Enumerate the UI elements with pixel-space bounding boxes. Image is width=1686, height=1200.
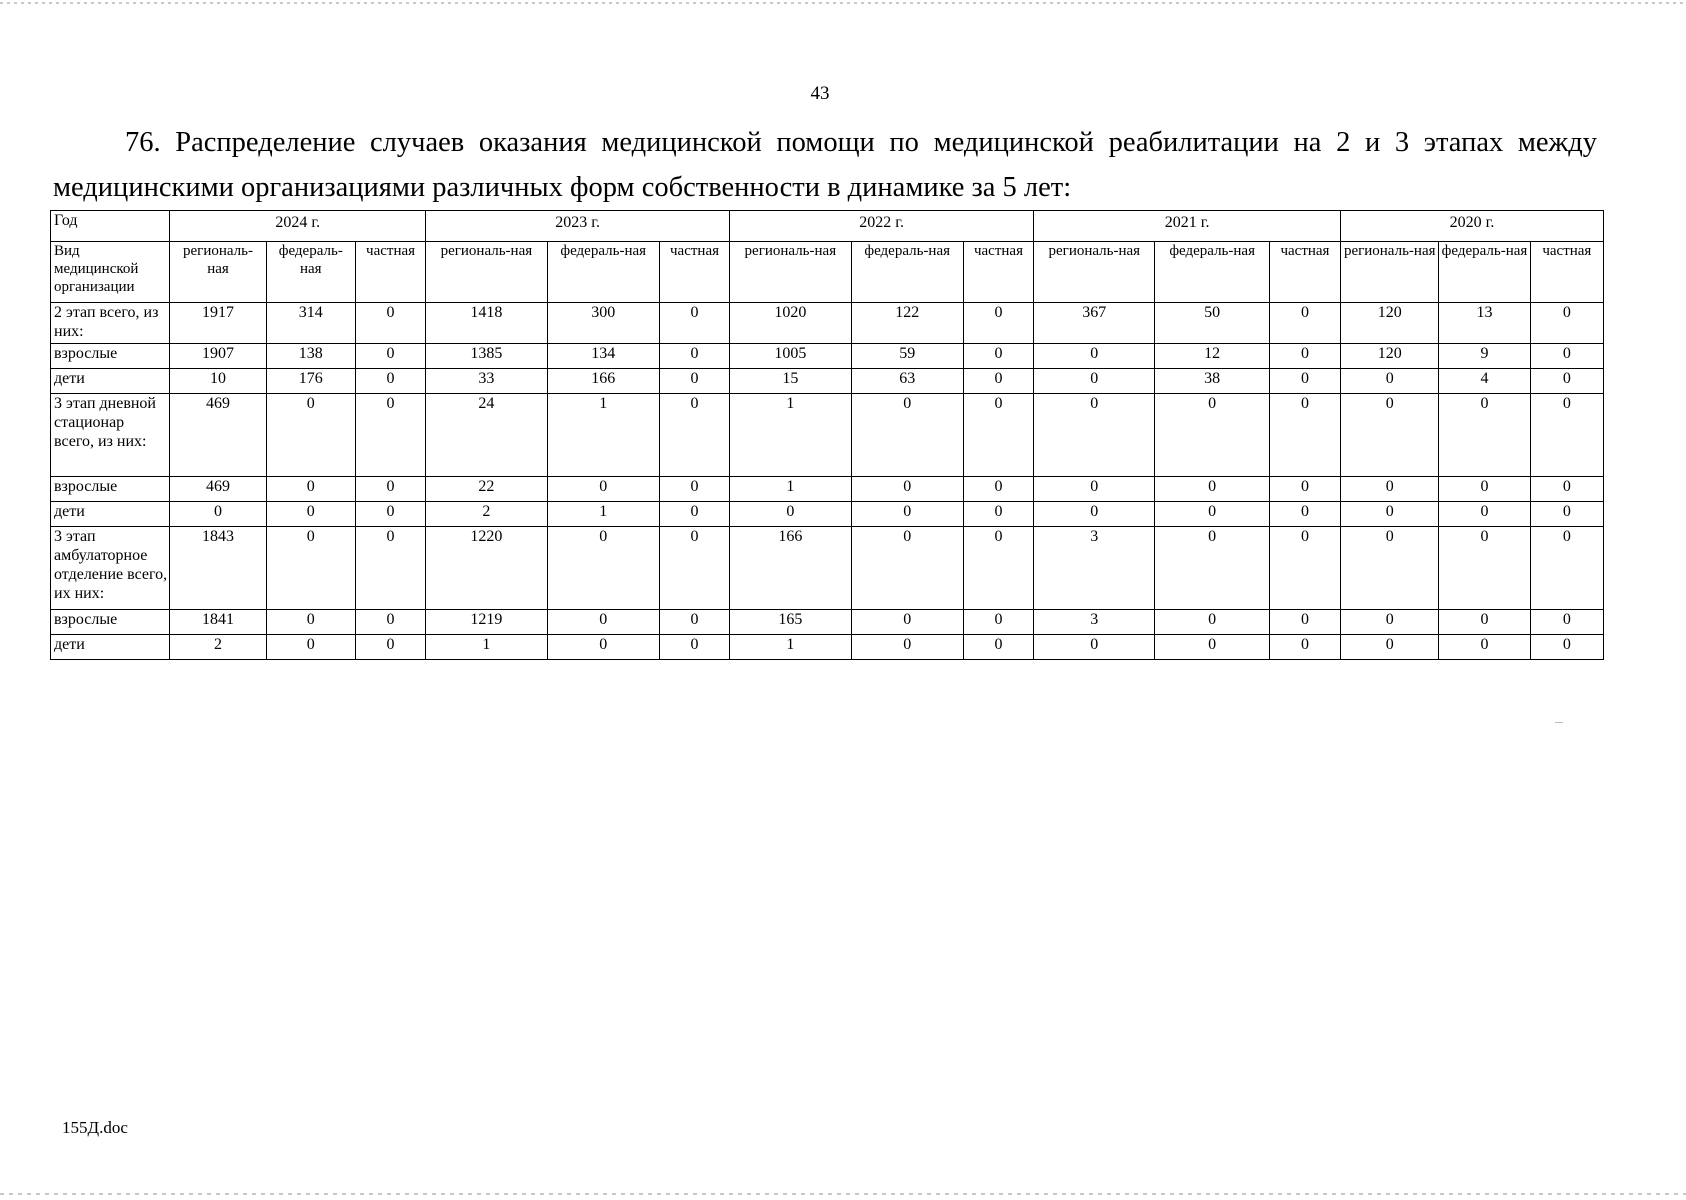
table-cell: 0: [1155, 610, 1269, 635]
table-cell: 1418: [426, 303, 547, 344]
row-label: 3 этап амбулаторное отделение всего, их них:: [51, 527, 170, 610]
table-cell: 3: [1034, 610, 1155, 635]
table-cell: 3: [1034, 527, 1155, 610]
table-cell: 0: [1155, 635, 1269, 660]
table-cell: 1907: [170, 344, 266, 369]
table-cell: 0: [659, 502, 729, 527]
table-cell: 0: [1034, 635, 1155, 660]
table-cell: 0: [963, 394, 1033, 477]
table-cell: 0: [355, 502, 425, 527]
table-cell: 0: [355, 303, 425, 344]
table-cell: 122: [851, 303, 963, 344]
table-cell: 38: [1155, 369, 1269, 394]
table-cell: 0: [1269, 635, 1340, 660]
table-cell: 1: [426, 635, 547, 660]
scan-speck: [1555, 722, 1563, 723]
table-cell: 469: [170, 394, 266, 477]
table-cell: 300: [547, 303, 659, 344]
table-cell: 0: [659, 344, 729, 369]
table-cell: 1020: [730, 303, 851, 344]
table-row: [51, 502, 1604, 527]
table-cell: 0: [355, 477, 425, 502]
table-cell: 9: [1439, 344, 1530, 369]
table-cell: 0: [1341, 610, 1439, 635]
table-cell: 0: [659, 369, 729, 394]
table-cell: 0: [355, 344, 425, 369]
table-cell: 1219: [426, 610, 547, 635]
table-cell: 0: [1439, 635, 1530, 660]
table-cell: 63: [851, 369, 963, 394]
table-cell: 2: [170, 635, 266, 660]
table-cell: 0: [266, 394, 355, 477]
table-cell: 0: [1034, 369, 1155, 394]
table-cell: 0: [355, 610, 425, 635]
table-cell: 0: [1439, 502, 1530, 527]
table-cell: 0: [659, 303, 729, 344]
table-cell: 0: [851, 477, 963, 502]
subheader-federal: федераль-ная: [547, 242, 659, 303]
table-cell: 0: [1530, 502, 1603, 527]
table-cell: 0: [1269, 610, 1340, 635]
row-label: взрослые: [51, 477, 170, 502]
row-label: дети: [51, 635, 170, 660]
table-cell: 10: [170, 369, 266, 394]
table-cell: 314: [266, 303, 355, 344]
table-cell: 22: [426, 477, 547, 502]
table-cell: 165: [730, 610, 851, 635]
table-cell: 0: [1034, 502, 1155, 527]
row-label: дети: [51, 369, 170, 394]
table-cell: 1917: [170, 303, 266, 344]
table-cell: 15: [730, 369, 851, 394]
table-cell: 0: [266, 477, 355, 502]
table-cell: 0: [1530, 610, 1603, 635]
table-cell: 0: [963, 344, 1033, 369]
table-cell: 0: [1530, 477, 1603, 502]
table-cell: 134: [547, 344, 659, 369]
table-cell: 0: [963, 369, 1033, 394]
table-caption: 76. Распределение случаев оказания медицинской помощи по медицинской реабилитации на 2 и 3 этапах между медицинскими организациями различных форм собственности в динамике за 5 лет:: [53, 127, 1597, 203]
table-cell: 0: [851, 610, 963, 635]
table-cell: 138: [266, 344, 355, 369]
table-cell: 1: [730, 477, 851, 502]
table-cell: 0: [963, 527, 1033, 610]
table-row: [51, 369, 1604, 394]
table-cell: 1: [730, 394, 851, 477]
table-cell: 0: [851, 527, 963, 610]
row-label: дети: [51, 502, 170, 527]
year-header: 2023 г.: [426, 211, 730, 242]
table-cell: 24: [426, 394, 547, 477]
table-cell: 0: [547, 610, 659, 635]
year-header: 2022 г.: [730, 211, 1034, 242]
table-cell: 0: [1341, 477, 1439, 502]
table-cell: 0: [1530, 635, 1603, 660]
table-cell: 0: [1034, 344, 1155, 369]
table-cell: 0: [1341, 527, 1439, 610]
table-cell: 2: [426, 502, 547, 527]
table-cell: 0: [730, 502, 851, 527]
table-cell: 120: [1341, 303, 1439, 344]
table-cell: 0: [1439, 477, 1530, 502]
table-cell: 0: [1155, 527, 1269, 610]
table-cell: 0: [1439, 394, 1530, 477]
table-cell: 0: [659, 527, 729, 610]
table-cell: 0: [963, 477, 1033, 502]
type-header-row: [51, 242, 1604, 303]
table-cell: 1841: [170, 610, 266, 635]
subheader-private: частная: [1530, 242, 1603, 303]
table-cell: 0: [1269, 394, 1340, 477]
year-header: 2024 г.: [170, 211, 426, 242]
table-row: [51, 610, 1604, 635]
table-cell: 1220: [426, 527, 547, 610]
subheader-regional: региональ-ная: [170, 242, 266, 303]
table-cell: 120: [1341, 344, 1439, 369]
subheader-private: частная: [1269, 242, 1340, 303]
table-cell: 0: [266, 635, 355, 660]
table-cell: 0: [266, 527, 355, 610]
table-row: [51, 527, 1604, 610]
subheader-private: частная: [355, 242, 425, 303]
table-row: [51, 394, 1604, 477]
table-cell: 0: [1530, 344, 1603, 369]
table-cell: 1843: [170, 527, 266, 610]
table-row: [51, 635, 1604, 660]
table-cell: 0: [1269, 303, 1340, 344]
table-cell: 0: [547, 527, 659, 610]
table-cell: 0: [1530, 394, 1603, 477]
subheader-private: частная: [659, 242, 729, 303]
table-cell: 0: [963, 502, 1033, 527]
row-label: взрослые: [51, 610, 170, 635]
table-cell: 0: [355, 394, 425, 477]
table-cell: 0: [1439, 527, 1530, 610]
subheader-private: частная: [963, 242, 1033, 303]
scan-edge-top: [0, 2, 1686, 4]
type-label: Вид медицинской организации: [51, 242, 170, 303]
subheader-regional: региональ-ная: [1034, 242, 1155, 303]
table-cell: 59: [851, 344, 963, 369]
table-cell: 0: [1341, 502, 1439, 527]
table-cell: 0: [1155, 502, 1269, 527]
table-cell: 0: [170, 502, 266, 527]
table-cell: 0: [1034, 394, 1155, 477]
table-cell: 0: [1155, 477, 1269, 502]
table-cell: 0: [1155, 394, 1269, 477]
table-cell: 1: [547, 394, 659, 477]
table-cell: 0: [851, 394, 963, 477]
table-cell: 0: [1530, 303, 1603, 344]
subheader-federal: федераль-ная: [266, 242, 355, 303]
row-label: 2 этап всего, из них:: [51, 303, 170, 344]
table-cell: 0: [266, 502, 355, 527]
table-cell: 0: [547, 635, 659, 660]
table-cell: 176: [266, 369, 355, 394]
subheader-regional: региональ-ная: [730, 242, 851, 303]
table-cell: 0: [1530, 527, 1603, 610]
table-cell: 0: [1269, 527, 1340, 610]
table-cell: 0: [659, 477, 729, 502]
table-cell: 469: [170, 477, 266, 502]
table-cell: 0: [1341, 369, 1439, 394]
table-cell: 0: [659, 635, 729, 660]
table-cell: 0: [963, 610, 1033, 635]
table-cell: 0: [1034, 477, 1155, 502]
table-cell: 1385: [426, 344, 547, 369]
subheader-federal: федераль-ная: [851, 242, 963, 303]
table-row: [51, 477, 1604, 502]
table-cell: 50: [1155, 303, 1269, 344]
table-cell: 0: [659, 610, 729, 635]
table-cell: 0: [963, 635, 1033, 660]
subheader-regional: региональ-ная: [426, 242, 547, 303]
table-cell: 13: [1439, 303, 1530, 344]
subheader-federal: федераль-ная: [1439, 242, 1530, 303]
table-cell: 0: [266, 610, 355, 635]
table-cell: 0: [1341, 394, 1439, 477]
table-cell: 0: [1269, 369, 1340, 394]
page-number: 43: [810, 83, 830, 104]
year-label: Год: [51, 211, 170, 242]
table-cell: 0: [1269, 477, 1340, 502]
year-header-row: [51, 211, 1604, 242]
table-cell: 1: [547, 502, 659, 527]
table-cell: 367: [1034, 303, 1155, 344]
subheader-regional: региональ-ная: [1341, 242, 1439, 303]
table-cell: 0: [659, 394, 729, 477]
table-cell: 1005: [730, 344, 851, 369]
table-cell: 166: [547, 369, 659, 394]
table-cell: 0: [355, 527, 425, 610]
file-name-footer: 155Д.doc: [62, 1118, 128, 1137]
table-row: [51, 344, 1604, 369]
table-cell: 33: [426, 369, 547, 394]
table-cell: 0: [1269, 502, 1340, 527]
scan-edge-bottom: [0, 1193, 1686, 1195]
table-cell: 0: [547, 477, 659, 502]
table-cell: 0: [1269, 344, 1340, 369]
table-cell: 0: [851, 502, 963, 527]
rehabilitation-table: [50, 210, 1604, 660]
table-cell: 0: [1530, 369, 1603, 394]
table-cell: 0: [355, 635, 425, 660]
year-header: 2021 г.: [1034, 211, 1341, 242]
table-row: [51, 303, 1604, 344]
row-label: взрослые: [51, 344, 170, 369]
table-cell: 4: [1439, 369, 1530, 394]
subheader-federal: федераль-ная: [1155, 242, 1269, 303]
table-cell: 12: [1155, 344, 1269, 369]
table-cell: 0: [355, 369, 425, 394]
table-cell: 0: [1439, 610, 1530, 635]
table-cell: 166: [730, 527, 851, 610]
table-cell: 1: [730, 635, 851, 660]
table-cell: 0: [963, 303, 1033, 344]
table-cell: 0: [851, 635, 963, 660]
row-label: 3 этап дневной стационар всего, из них:: [51, 394, 170, 477]
table-cell: 0: [1341, 635, 1439, 660]
year-header: 2020 г.: [1341, 211, 1604, 242]
